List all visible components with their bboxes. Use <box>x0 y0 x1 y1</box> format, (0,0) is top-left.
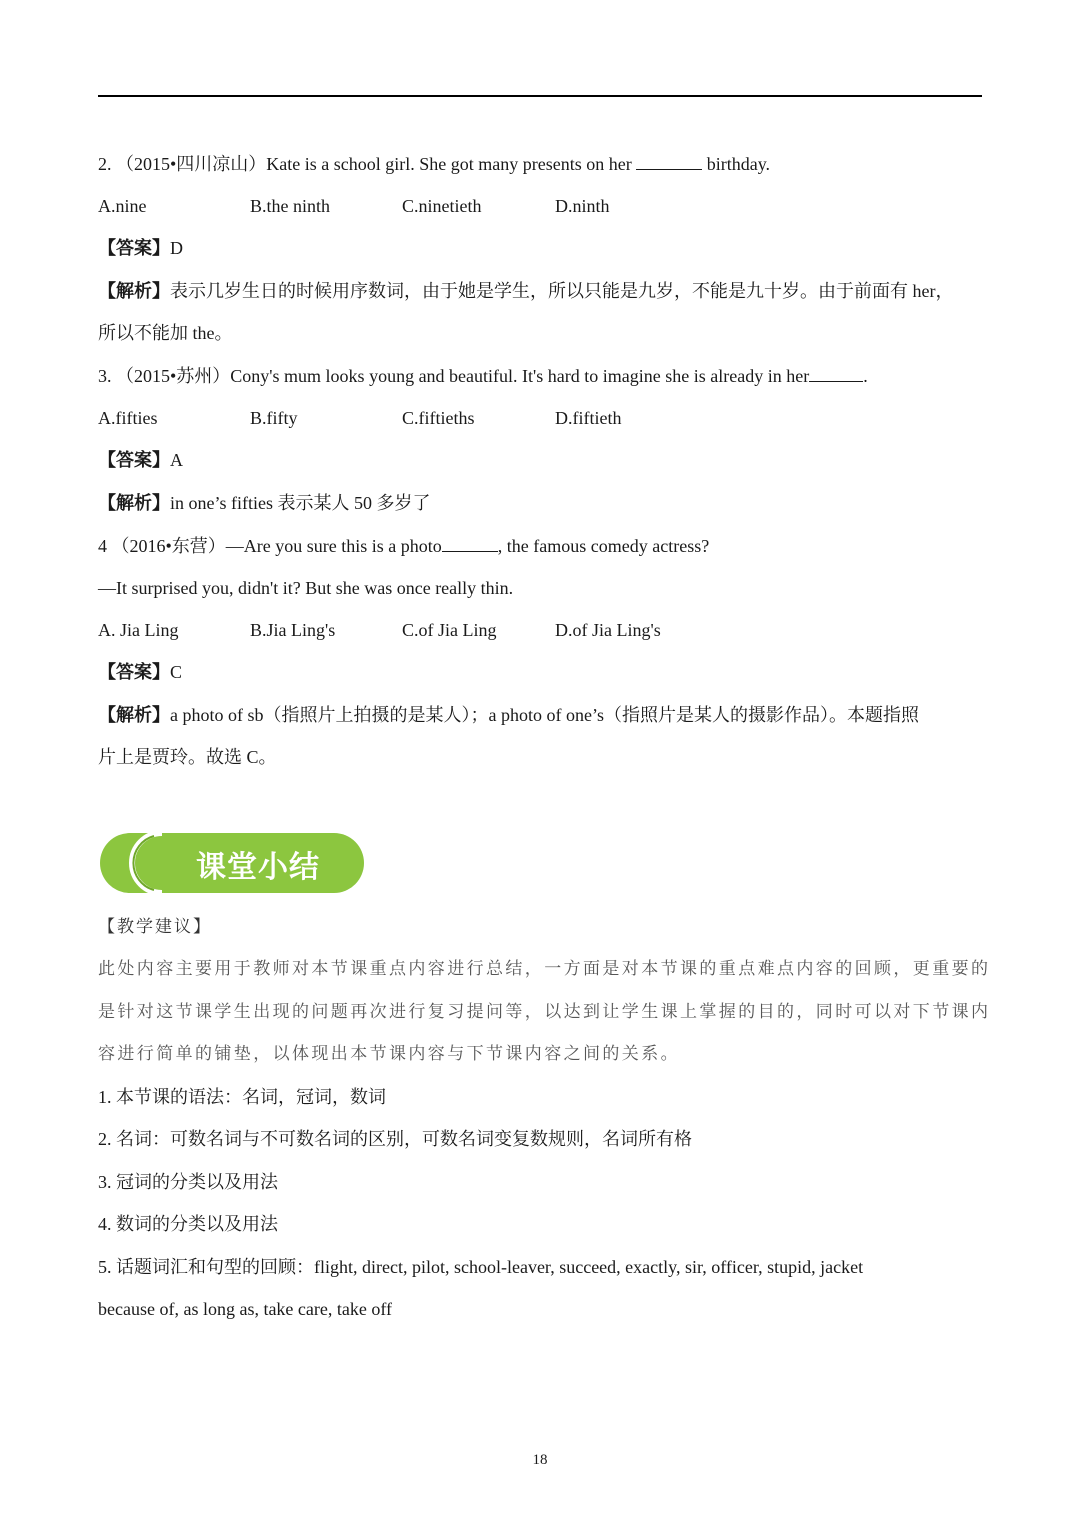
option-d: D.fiftieth <box>555 408 622 428</box>
page-number: 18 <box>532 1452 548 1468</box>
analysis-label: 【解析】 <box>98 705 170 725</box>
summary-item: 5. 话题词汇和句型的回顾：flight, direct, pilot, school-leaver, succeed, exactly, sir, officer, stupid, jacket <box>98 1257 864 1277</box>
answer-blank <box>809 365 863 382</box>
analysis-text: a photo of sb（指照片上拍摄的是某人）；a photo of one’s（指照片是某人的摄影作品）。本题指照 <box>170 705 919 725</box>
analysis-continuation: 所以不能加 the。 <box>98 323 233 343</box>
option-c: C.ninetieth <box>402 196 482 216</box>
option-b: B.Jia Ling's <box>250 620 336 640</box>
teaching-line: 是针对这节课学生出现的问题再次进行复习提问等，以达到让学生课上掌握的目的，同时可以对下节课内 <box>98 1002 991 1021</box>
question-stem-text: 4 （2016•东营）—Are you sure this is a photo <box>98 536 442 556</box>
question-2-stem <box>98 152 770 176</box>
option-a: A. Jia Ling <box>98 620 179 640</box>
header-rule <box>98 95 982 97</box>
analysis-line <box>98 703 919 727</box>
analysis-continuation: 片上是贾玲。故选 C。 <box>98 747 277 767</box>
answer-value: D <box>170 238 183 258</box>
summary-item: 2. 名词：可数名词与不可数名词的区别，可数名词变复数规则，名词所有格 <box>98 1129 692 1149</box>
question-stem-text: 3. （2015•苏州）Cony's mum looks young and beautiful. It's hard to imagine she is already in her <box>98 366 810 386</box>
summary-item: 3. 冠词的分类以及用法 <box>98 1172 278 1192</box>
option-d: D.ninth <box>555 196 610 216</box>
option-d: D.of Jia Ling's <box>555 620 661 640</box>
question-stem-text: 2. （2015•四川凉山）Kate is a school girl. She got many presents on her <box>98 154 632 174</box>
answer-label: 【答案】 <box>98 450 170 470</box>
question-stem-text: , the famous comedy actress? <box>497 536 710 556</box>
teaching-line: 容进行简单的铺垫，以体现出本节课内容与下节课内容之间的关系。 <box>98 1044 680 1063</box>
teaching-line: 此处内容主要用于教师对本节课重点内容进行总结，一方面是对本节课的重点难点内容的回顾，更重要的 <box>98 959 991 978</box>
question-stem-text: birthday. <box>706 154 771 174</box>
answer-label: 【答案】 <box>98 238 170 258</box>
analysis-text: in one’s fifties 表示某人 50 多岁了 <box>170 493 431 513</box>
answer-line <box>98 448 183 472</box>
summary-item: 1. 本节课的语法：名词，冠词，数词 <box>98 1087 386 1107</box>
analysis-text: 表示几岁生日的时候用序数词，由于她是学生，所以只能是九岁，不能是九十岁。由于前面有 her， <box>170 281 954 301</box>
summary-item: 4. 数词的分类以及用法 <box>98 1214 278 1234</box>
option-a: A.nine <box>98 196 147 216</box>
analysis-label: 【解析】 <box>98 281 170 301</box>
option-b: B.fifty <box>250 408 298 428</box>
option-a: A.fifties <box>98 408 158 428</box>
answer-value: C <box>170 662 183 682</box>
option-c: C.fiftieths <box>402 408 475 428</box>
section-badge <box>100 830 364 896</box>
question-4-dialogue: —It surprised you, didn't it? But she was once really thin. <box>98 578 514 598</box>
answer-blank <box>442 535 498 552</box>
answer-value: A <box>170 450 183 470</box>
option-b: B.the ninth <box>250 196 330 216</box>
answer-label: 【答案】 <box>98 662 170 682</box>
summary-item-continuation: because of, as long as, take care, take off <box>98 1299 393 1319</box>
teaching-title: 【教学建议】 <box>98 917 212 936</box>
question-stem-text: . <box>863 366 868 386</box>
analysis-label: 【解析】 <box>98 493 170 513</box>
question-3-stem <box>98 364 868 388</box>
option-c: C.of Jia Ling <box>402 620 497 640</box>
section-badge-title: 课堂小结 <box>196 850 320 885</box>
analysis-line <box>98 491 430 515</box>
question-4-stem <box>98 534 709 558</box>
answer-line <box>98 660 182 684</box>
answer-blank <box>636 153 702 170</box>
answer-line <box>98 236 183 260</box>
analysis-line <box>98 279 953 303</box>
